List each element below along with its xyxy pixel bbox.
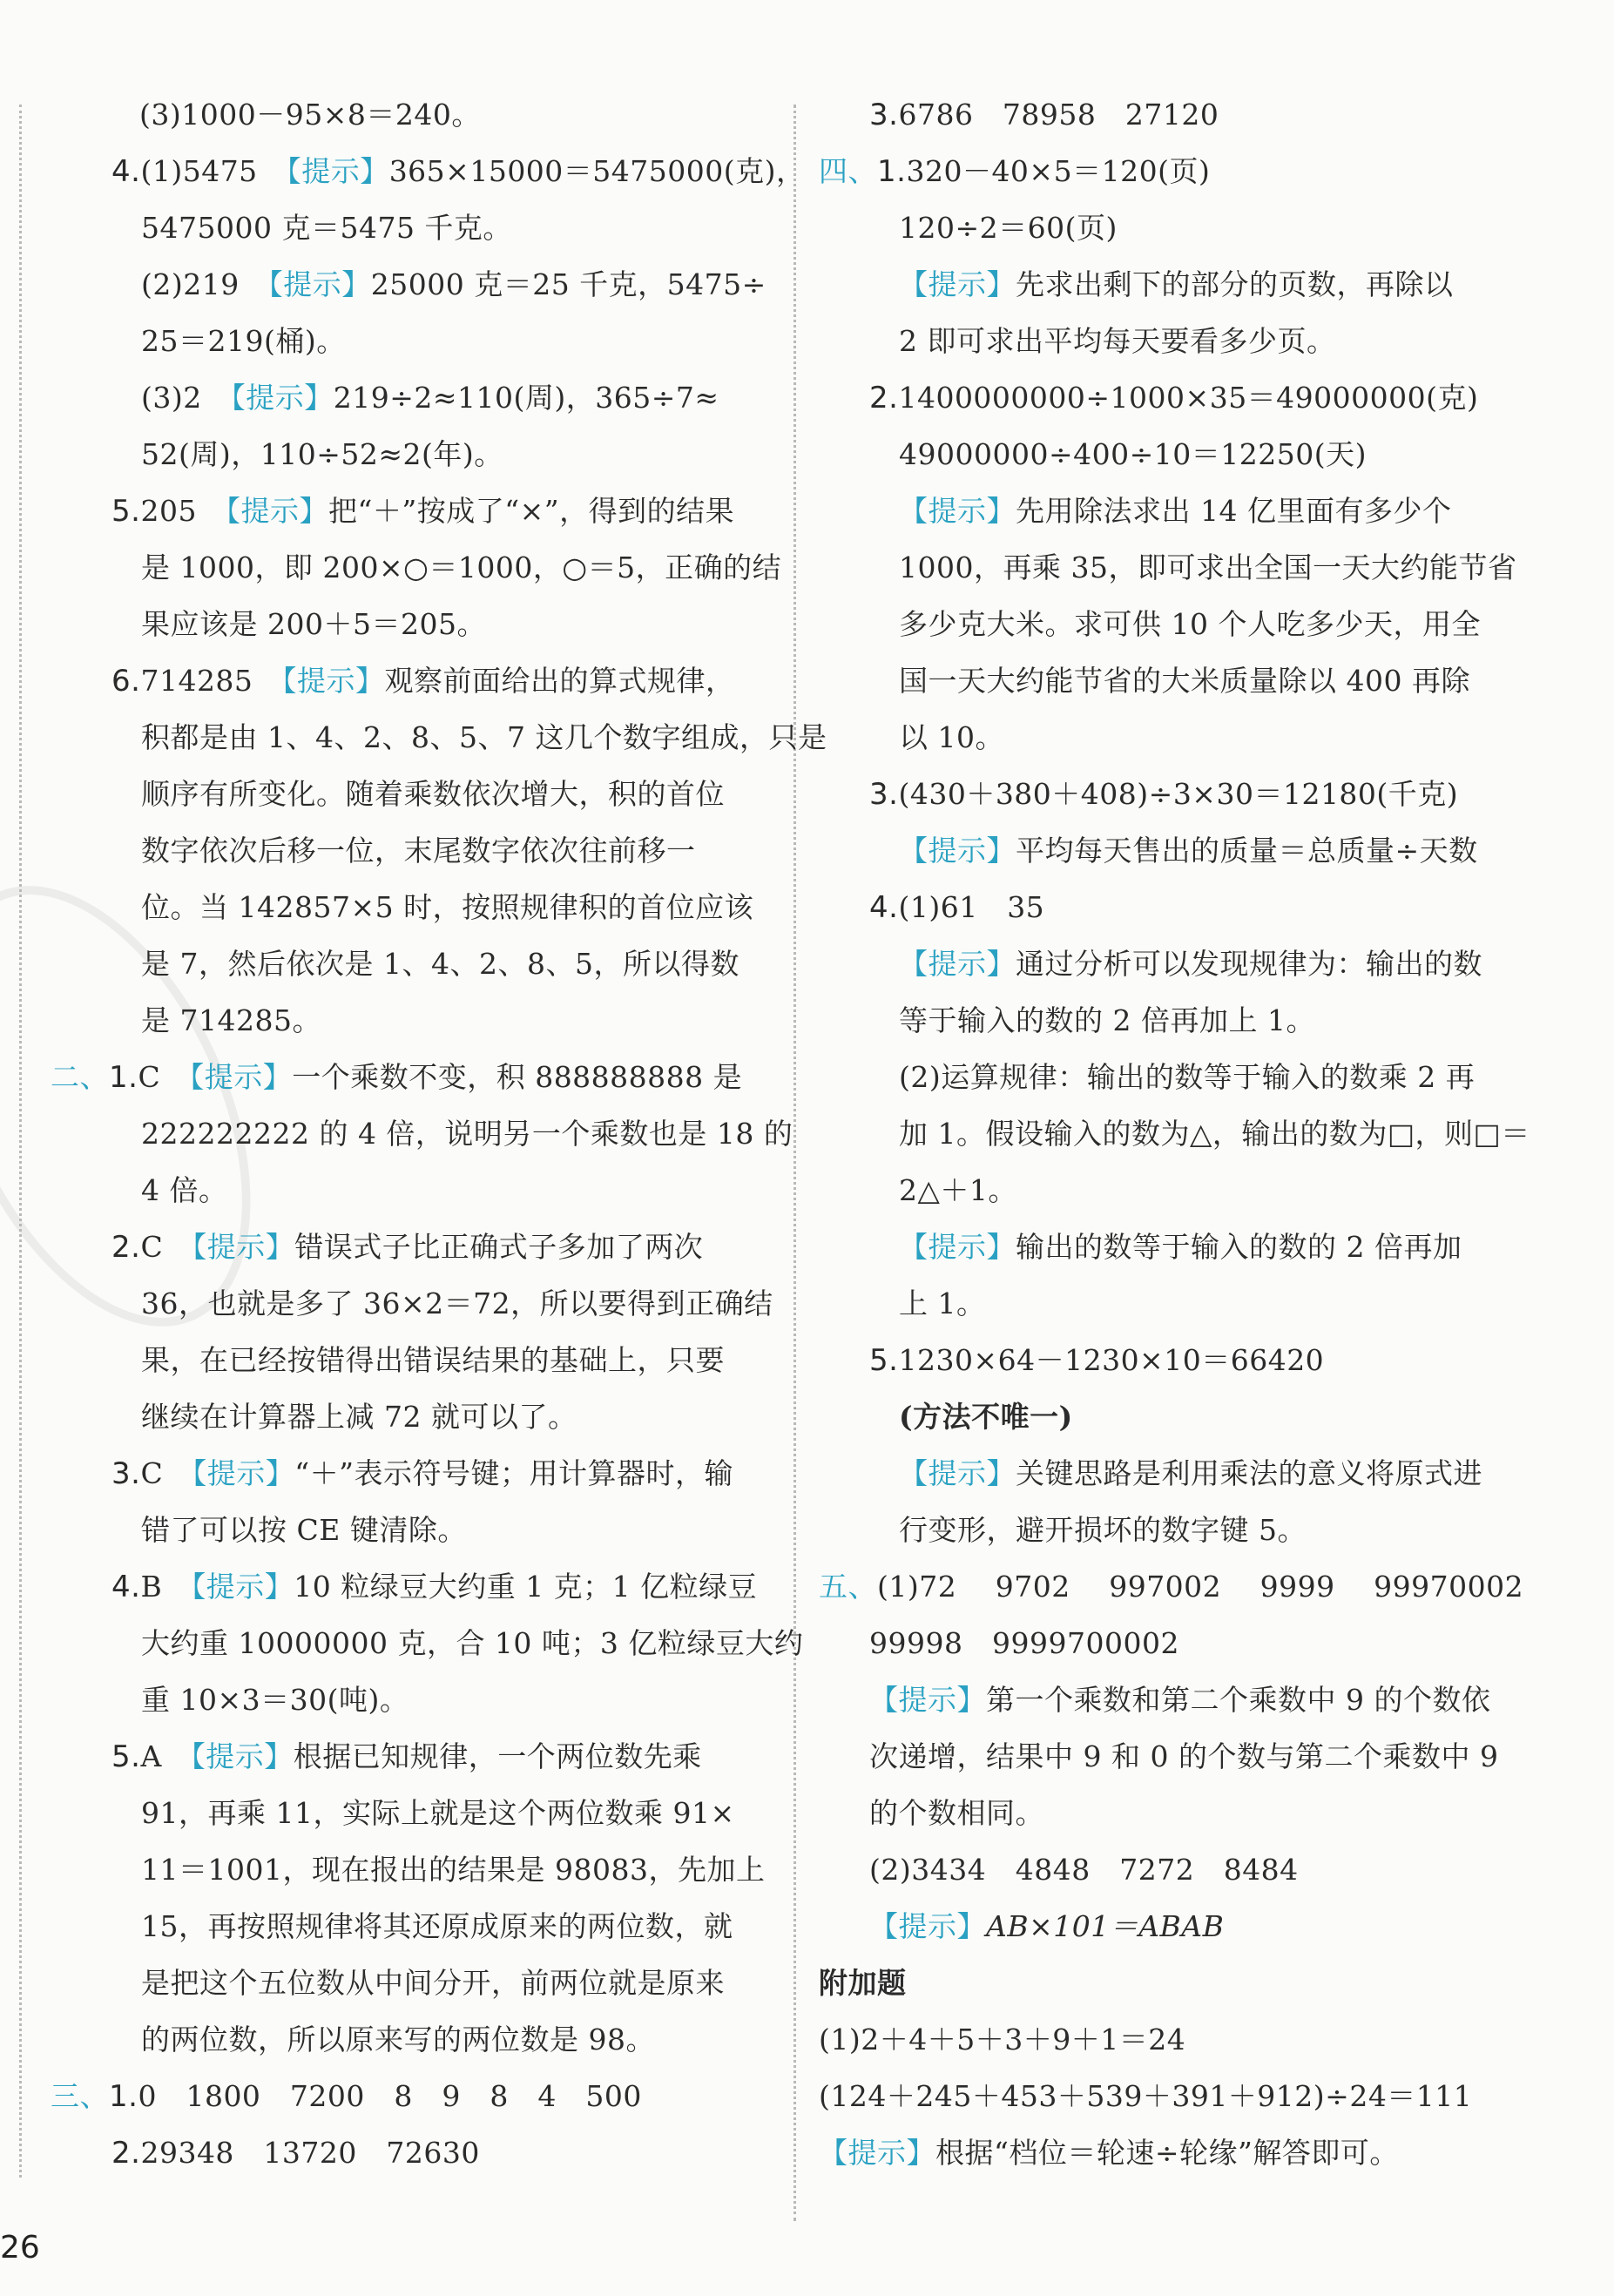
question-number: 3.	[111, 1456, 141, 1491]
line-text: 1000，再乘 35，即可求出全国一天大约能节省	[899, 550, 1517, 584]
line-text: 顺序有所变化。随着乘数依次增大，积的首位	[141, 777, 725, 811]
text-line	[899, 550, 1516, 585]
hint-label: 【提示】	[869, 1909, 986, 1943]
line-text: 等于输入的数的 2 倍再加上 1。	[899, 1003, 1315, 1037]
question-number: 4.	[869, 890, 899, 925]
hint-label: 【提示】	[899, 1456, 1016, 1490]
text-line	[141, 890, 753, 925]
text-line	[899, 324, 1336, 359]
text-line	[869, 777, 1458, 812]
hint-label: 【提示】	[192, 1230, 295, 1264]
line-text: 继续在计算器上减 72 就可以了。	[141, 1400, 577, 1434]
text-line	[899, 947, 1482, 982]
text-line	[51, 1060, 742, 1095]
line-text: 52(周)，110÷52≈2(年)。	[141, 437, 503, 471]
line-text: 多少克大米。求可供 10 个人吃多少天，用全	[899, 607, 1481, 641]
line-text: (124＋245＋453＋539＋391＋912)÷24＝111	[819, 2079, 1473, 2113]
column-divider	[793, 105, 796, 2221]
line-text: 重 10×3＝30(吨)。	[141, 1683, 409, 1717]
hint-label: 【提示】	[192, 1456, 295, 1490]
text-line	[141, 1286, 773, 1321]
text-line	[899, 267, 1454, 302]
text-line	[141, 1853, 765, 1887]
line-text: 15，再按照规律将其还原成原来的两位数，就	[141, 1909, 733, 1943]
text-line	[899, 494, 1451, 529]
line-text: 是 1000，即 200×○＝1000，○＝5，正确的结	[141, 550, 782, 584]
line-text: 5475000 克＝5475 千克。	[141, 211, 512, 245]
line-text: 加 1。假设输入的数为△，输出的数为□，则□＝	[899, 1117, 1530, 1151]
question-number: 5.	[869, 1343, 899, 1378]
line-text: 36，也就是多了 36×2＝72，所以要得到正确结	[141, 1286, 773, 1320]
section-number: 四、	[819, 154, 877, 188]
line-text: (方法不唯一)	[899, 1400, 1073, 1434]
line-text: 错误式子比正确式子多加了两次	[294, 1230, 704, 1264]
text-line	[141, 1003, 321, 1038]
line-text: 附加题	[819, 1966, 907, 2000]
question-number: 5.	[111, 1739, 141, 1774]
text-line	[141, 607, 486, 642]
text-line	[141, 2023, 655, 2057]
line-text: 大约重 10000000 克，合 10 吨；3 亿粒绿豆大约	[141, 1626, 804, 1660]
text-line	[869, 1739, 1498, 1774]
line-text: 果，在已经按错得出错误结果的基础上，只要	[141, 1343, 725, 1377]
text-line	[899, 437, 1367, 472]
text-line	[111, 2136, 480, 2171]
question-number: 2.	[111, 1230, 141, 1265]
text-line	[141, 211, 512, 246]
text-line	[141, 1173, 228, 1208]
question-number: 5.	[111, 494, 141, 529]
question-number: 2.	[111, 2136, 141, 2171]
text-line	[899, 211, 1118, 246]
text-line	[141, 437, 503, 472]
text-line	[141, 324, 346, 359]
line-text: 1400000000÷1000×35＝49000000(克)	[898, 381, 1479, 415]
text-line	[141, 947, 739, 982]
text-line	[899, 1456, 1482, 1491]
text-line	[869, 1626, 1179, 1661]
text-line	[899, 1513, 1307, 1548]
line-text: B	[140, 1570, 192, 1604]
question-number: 2.	[869, 381, 899, 415]
text-line	[141, 1400, 577, 1435]
text-line	[141, 1966, 725, 2001]
text-line	[869, 1796, 1044, 1831]
text-line	[141, 267, 766, 302]
text-line	[141, 1909, 733, 1944]
text-line	[111, 1230, 703, 1265]
line-text: AB×101＝ABAB	[986, 1909, 1225, 1943]
line-text: (2)运算规律：输出的数等于输入的数乘 2 再	[899, 1060, 1476, 1094]
line-text: 25＝219(桶)。	[141, 324, 346, 358]
line-text: 4 倍。	[141, 1173, 228, 1207]
text-line	[141, 1796, 735, 1831]
text-line	[141, 1626, 803, 1661]
text-line	[819, 154, 1210, 189]
line-text: 先求出剩下的部分的页数，再除以	[1016, 267, 1454, 301]
text-line	[869, 1909, 1224, 1944]
line-text: 把“＋”按成了“×”，得到的结果	[328, 494, 735, 528]
text-line	[819, 2079, 1472, 2114]
hint-label: 【提示】	[899, 1230, 1016, 1264]
question-number: 4.	[111, 1570, 141, 1604]
line-text: 0 1800 7200 8 9 8 4 500	[138, 2079, 642, 2113]
text-line	[899, 1286, 986, 1321]
text-line	[819, 1570, 1523, 1604]
question-number: 6.	[111, 664, 141, 699]
line-text: 219÷2≈110(周)，365÷7≈	[333, 381, 719, 415]
hint-label: 【提示】	[899, 947, 1016, 981]
line-text: (1)72 9702 997002 9999 99970002	[877, 1570, 1524, 1604]
text-line	[141, 1683, 409, 1718]
text-line	[51, 2079, 642, 2114]
hint-label: 【提示】	[869, 1683, 986, 1717]
line-text: 222222222 的 4 倍，说明另一个乘数也是 18 的	[141, 1117, 793, 1151]
line-text: 错了可以按 CE 键清除。	[141, 1513, 467, 1547]
line-text: 关键思路是利用乘法的意义将原式进	[1016, 1456, 1482, 1490]
line-text: (3)1000－95×8＝240。	[139, 98, 481, 132]
text-line	[141, 1513, 467, 1548]
text-line	[869, 98, 1219, 132]
text-line	[819, 2023, 1185, 2057]
hint-label: 【提示】	[287, 154, 389, 188]
text-line	[111, 494, 734, 529]
text-line	[141, 777, 725, 812]
line-text: (2)3434 4848 7272 8484	[869, 1853, 1299, 1887]
text-line	[869, 1853, 1299, 1887]
text-line	[899, 607, 1481, 642]
line-text: 6786 78958 27120	[898, 98, 1219, 132]
text-line	[141, 550, 781, 585]
hint-label: 【提示】	[281, 664, 385, 698]
line-text: 714285	[140, 664, 282, 698]
line-text: 输出的数等于输入的数的 2 倍再加	[1016, 1230, 1462, 1264]
line-text: (3)2	[141, 381, 232, 415]
line-text: 1230×64－1230×10＝66420	[898, 1343, 1325, 1377]
line-text: 先用除法求出 14 亿里面有多少个	[1016, 494, 1452, 528]
text-line	[139, 98, 481, 132]
line-text: 根据“档位＝轮速÷轮缘”解答即可。	[935, 2136, 1399, 2170]
line-text: C	[138, 1060, 190, 1094]
text-line	[141, 1117, 793, 1151]
question-number: 4.	[111, 154, 141, 189]
section-number: 二、	[51, 1060, 109, 1094]
line-text: 积都是由 1、4、2、8、5、7 这几个数字组成，只是	[141, 720, 827, 754]
line-text: (1)2＋4＋5＋3＋9＋1＝24	[819, 2023, 1186, 2056]
line-text: 行变形，避开损坏的数字键 5。	[899, 1513, 1307, 1547]
line-text: 是 7，然后依次是 1、4、2、8、5，所以得数	[141, 947, 739, 981]
line-text: (2)219	[141, 267, 269, 301]
line-text: 位。当 142857×5 时，按照规律积的首位应该	[141, 890, 754, 924]
line-text: 10 粒绿豆大约重 1 克；1 亿粒绿豆	[294, 1570, 758, 1604]
line-text: 的个数相同。	[869, 1796, 1044, 1830]
question-number: 1.	[109, 2079, 138, 2114]
text-line	[899, 834, 1478, 868]
line-text: 果应该是 200＋5＝205。	[141, 607, 486, 641]
text-line	[141, 381, 719, 415]
hint-label: 【提示】	[191, 1570, 294, 1604]
text-line	[899, 1230, 1462, 1265]
text-line	[141, 720, 827, 755]
text-line	[819, 1966, 907, 2001]
line-text: 国一天大约能节省的大米质量除以 400 再除	[899, 664, 1470, 698]
hint-label: 【提示】	[226, 494, 328, 528]
question-number: 3.	[869, 777, 899, 812]
line-text: C	[140, 1456, 192, 1490]
line-text: 一个乘数不变，积 888888888 是	[292, 1060, 743, 1094]
text-line	[111, 1456, 733, 1491]
line-text: (1)5475	[140, 154, 287, 188]
line-text: 120÷2＝60(页)	[899, 211, 1118, 245]
line-text: 320－40×5＝120(页)	[906, 154, 1211, 188]
line-text: 是 714285。	[141, 1003, 321, 1037]
page-number: 26	[0, 2230, 40, 2266]
line-text: C	[140, 1230, 192, 1264]
text-line	[111, 1739, 702, 1774]
line-text: 2△＋1。	[899, 1173, 1017, 1207]
line-text: 205	[140, 494, 226, 528]
text-line	[869, 381, 1478, 415]
text-line	[899, 1173, 1017, 1208]
line-text: A	[140, 1739, 192, 1773]
line-text: 上 1。	[899, 1286, 986, 1320]
line-text: 365×15000＝5475000(克)，	[388, 154, 806, 188]
hint-label: 【提示】	[231, 381, 334, 415]
hint-label: 【提示】	[189, 1060, 293, 1094]
line-text: 29348 13720 72630	[140, 2136, 480, 2170]
text-line	[899, 1400, 1073, 1435]
line-text: 99998 9999700002	[869, 1626, 1179, 1660]
line-text: 第一个乘数和第二个乘数中 9 的个数依	[986, 1683, 1491, 1717]
line-text: 平均每天售出的质量＝总质量÷天数	[1016, 834, 1478, 868]
text-line	[899, 1003, 1315, 1038]
line-text: 25000 克＝25 千克，5475÷	[370, 267, 766, 301]
line-text: 的两位数，所以原来写的两位数是 98。	[141, 2023, 655, 2056]
hint-label: 【提示】	[819, 2136, 935, 2170]
text-line	[111, 154, 806, 189]
line-text: 11＝1001，现在报出的结果是 98083，先加上	[141, 1853, 766, 1887]
line-text: 91，再乘 11，实际上就是这个两位数乘 91×	[141, 1796, 735, 1830]
line-text: 根据已知规律，一个两位数先乘	[293, 1739, 702, 1773]
line-text: 通过分析可以发现规律为：输出的数	[1016, 947, 1482, 981]
question-number: 3.	[869, 98, 899, 132]
line-text: 次递增，结果中 9 和 0 的个数与第二个乘数中 9	[869, 1739, 1499, 1773]
hint-label: 【提示】	[899, 267, 1016, 301]
text-line	[141, 834, 696, 868]
line-text: 2 即可求出平均每天要看多少页。	[899, 324, 1336, 358]
section-number: 五、	[819, 1570, 877, 1604]
hint-label: 【提示】	[899, 834, 1016, 868]
left-margin-divider	[19, 105, 22, 2178]
text-line	[869, 1683, 1490, 1718]
text-line	[869, 890, 1044, 925]
line-text: “＋”表示符号键；用计算器时，输	[294, 1456, 733, 1490]
line-text: (1)61 35	[898, 890, 1045, 924]
line-text: 是把这个五位数从中间分开，前两位就是原来	[141, 1966, 725, 2000]
line-text: 数字依次后移一位，末尾数字依次往前移一	[141, 834, 696, 868]
text-line	[899, 1060, 1475, 1095]
question-number: 1.	[109, 1060, 138, 1095]
text-line	[111, 664, 734, 699]
question-number: 1.	[877, 154, 907, 189]
line-text: 49000000÷400÷10＝12250(天)	[899, 437, 1367, 471]
section-number: 三、	[51, 2079, 109, 2113]
text-line	[899, 1117, 1530, 1151]
text-line	[869, 1343, 1324, 1378]
line-text: (430＋380＋408)÷3×30＝12180(千克)	[898, 777, 1459, 811]
text-line	[141, 1343, 725, 1378]
line-text: 观察前面给出的算式规律，	[384, 664, 735, 698]
hint-label: 【提示】	[899, 494, 1016, 528]
text-line	[111, 1570, 757, 1604]
text-line	[899, 664, 1470, 699]
text-line	[899, 720, 1004, 755]
hint-label: 【提示】	[268, 267, 371, 301]
text-line	[819, 2136, 1399, 2171]
hint-label: 【提示】	[191, 1739, 294, 1773]
line-text: 以 10。	[899, 720, 1004, 754]
